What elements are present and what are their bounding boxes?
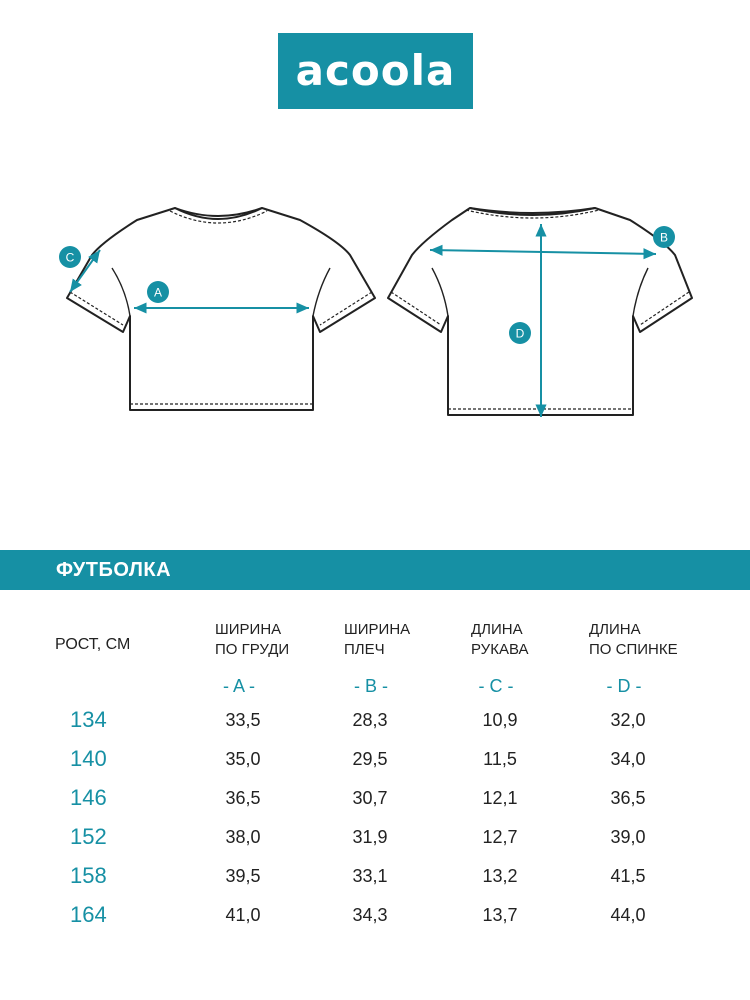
cell-b: 30,7	[352, 788, 388, 808]
cell-d: 32,0	[610, 710, 646, 730]
cell-a: 33,5	[225, 710, 261, 730]
column-header-d: ДЛИНА ПО СПИНКЕ	[589, 621, 678, 658]
cell-a: 41,0	[225, 905, 261, 925]
cell-d: 34,0	[610, 749, 646, 769]
cell-c: 12,1	[482, 788, 518, 808]
tshirt-sketches	[0, 180, 750, 440]
row-height: 158	[70, 863, 107, 888]
cell-c: 11,5	[483, 749, 517, 769]
cell-d: 41,5	[610, 866, 646, 886]
row-height: 134	[70, 707, 107, 732]
brand-logo	[278, 33, 473, 109]
cell-b: 33,1	[352, 866, 388, 886]
row-height: 152	[70, 824, 107, 849]
brand-logo-text: acoola	[295, 46, 456, 95]
cell-c: 12,7	[482, 827, 518, 847]
cell-c: 13,7	[482, 905, 518, 925]
marker-a-label: A	[153, 285, 163, 300]
cell-b: 29,5	[352, 749, 388, 769]
row-height: 140	[70, 746, 107, 771]
column-header-c: ДЛИНА РУКАВА	[471, 621, 529, 658]
column-label-b: - B -	[354, 676, 388, 696]
cell-d: 39,0	[610, 827, 646, 847]
marker-b-label: B	[659, 230, 669, 245]
cell-a: 39,5	[225, 866, 261, 886]
cell-b: 34,3	[352, 905, 388, 925]
cell-d: 36,5	[610, 788, 646, 808]
column-header-a: ШИРИНА ПО ГРУДИ	[215, 621, 290, 658]
cell-a: 35,0	[225, 749, 261, 769]
cell-c: 10,9	[482, 710, 518, 730]
column-header-b: ШИРИНА ПЛЕЧ	[344, 621, 411, 658]
cell-c: 13,2	[482, 866, 518, 886]
cell-d: 44,0	[610, 905, 646, 925]
row-height: 164	[70, 902, 107, 927]
cell-a: 36,5	[225, 788, 261, 808]
section-band	[0, 550, 750, 590]
row-header: РОСТ, СМ	[55, 636, 131, 653]
row-height: 146	[70, 785, 107, 810]
column-label-c: - C -	[478, 676, 514, 696]
cell-a: 38,0	[225, 827, 261, 847]
cell-b: 28,3	[352, 710, 388, 730]
column-label-a: - A -	[222, 676, 255, 696]
marker-c-label: C	[65, 250, 75, 265]
cell-b: 31,9	[352, 827, 388, 847]
marker-d-label: D	[515, 326, 525, 341]
column-label-d: - D -	[606, 676, 642, 696]
section-title: ФУТБОЛКА	[56, 559, 172, 581]
